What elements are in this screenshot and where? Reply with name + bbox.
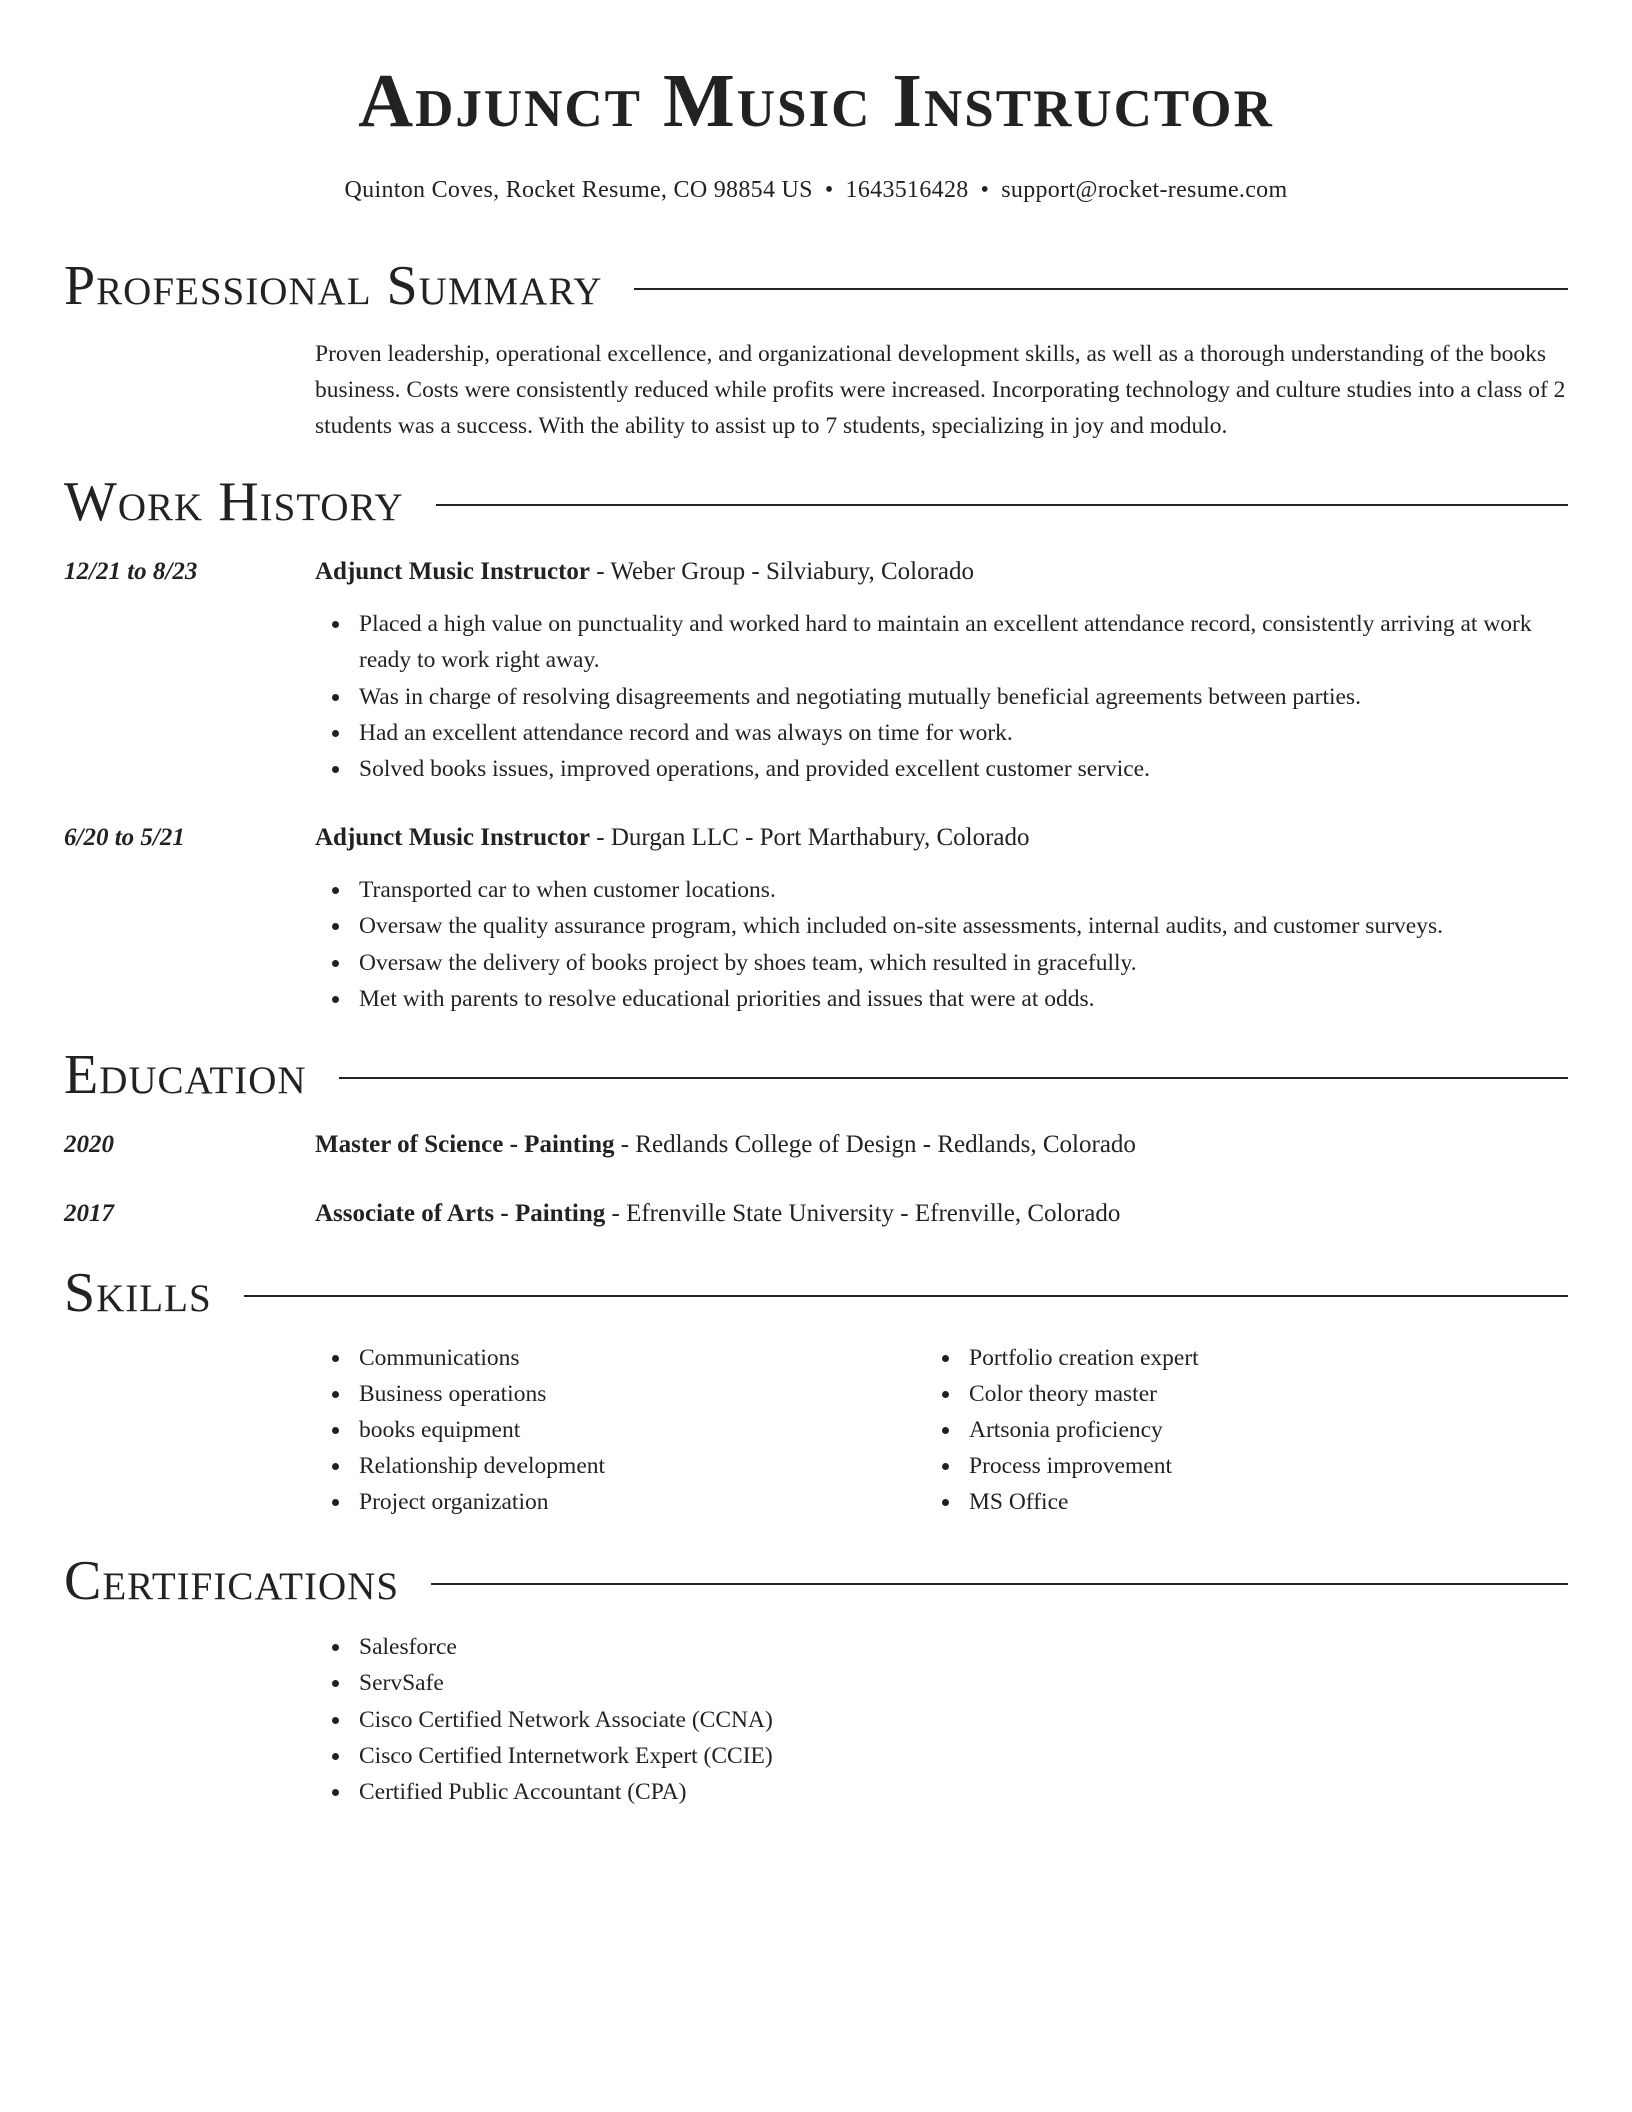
skill-item: Process improvement xyxy=(969,1448,1568,1484)
skills-list-left xyxy=(315,1340,925,1520)
job-title: Adjunct Music Instructor xyxy=(315,558,590,585)
section-divider xyxy=(339,1077,1568,1079)
summary-text: Proven leadership, operational excellence, and organizational development skills, as well as a thorough understanding of the books business. Costs were consistently reduced while profits were increased. Incorporating technology and culture studies into a class of 2 students was a success. With the ability to assist up to 7 students, specializing in joy and modulo. xyxy=(315,341,1566,439)
job-title: Adjunct Music Instructor xyxy=(315,824,590,851)
section-header-certifications xyxy=(64,1549,1568,1613)
job-bullet: Had an excellent attendance record and was always on time for work. xyxy=(359,715,1568,751)
job-bullet: Was in charge of resolving disagreements and negotiating mutually beneficial agreements between parties. xyxy=(359,679,1568,715)
job-bullet: Solved books issues, improved operations, and provided excellent customer service. xyxy=(359,751,1568,787)
certification-item: Certified Public Accountant (CPA) xyxy=(359,1774,1568,1810)
section-title-education: Education xyxy=(64,1044,307,1106)
section-title-work-history: Work History xyxy=(64,471,404,533)
contact-phone: 1643516428 xyxy=(845,177,969,203)
job-employer: - Durgan LLC - Port Marthabury, Colorado xyxy=(590,824,1030,851)
job-bullet-list xyxy=(315,606,1568,787)
education-entry xyxy=(315,1197,1568,1231)
contact-email: support@rocket-resume.com xyxy=(1001,177,1288,203)
job-bullet: Oversaw the delivery of books project by shoes team, which resulted in gracefully. xyxy=(359,945,1568,981)
contact-line xyxy=(64,174,1568,206)
section-divider xyxy=(431,1583,1568,1585)
certification-item: ServSafe xyxy=(359,1665,1568,1701)
certification-item: Salesforce xyxy=(359,1629,1568,1665)
job-bullet: Oversaw the quality assurance program, which included on-site assessments, internal audits, and customer surveys. xyxy=(359,908,1568,944)
job-employer: - Weber Group - Silviabury, Colorado xyxy=(590,558,975,585)
job-dates: 12/21 to 8/23 xyxy=(64,558,198,585)
section-divider xyxy=(436,504,1568,506)
education-school: - Efrenville State University - Efrenville, Colorado xyxy=(605,1200,1121,1227)
contact-address: Quinton Coves, Rocket Resume, CO 98854 US xyxy=(344,177,813,203)
skills-list-right xyxy=(925,1340,1568,1520)
education-year: 2017 xyxy=(64,1200,114,1227)
section-header-skills xyxy=(64,1261,1568,1325)
job-bullet: Transported car to when customer locations. xyxy=(359,872,1568,908)
skill-item: Artsonia proficiency xyxy=(969,1412,1568,1448)
section-divider xyxy=(634,288,1568,290)
section-header-summary xyxy=(64,254,1568,318)
education-year: 2020 xyxy=(64,1131,114,1158)
resume-name-title: Adjunct Music Instructor xyxy=(358,59,1274,143)
job-dates: 6/20 to 5/21 xyxy=(64,824,185,851)
education-entry xyxy=(315,1128,1568,1162)
skill-item: books equipment xyxy=(359,1412,925,1448)
contact-separator: • xyxy=(980,177,990,203)
job-bullet-list xyxy=(315,872,1568,1017)
contact-separator: • xyxy=(824,177,834,203)
section-title-summary: Professional Summary xyxy=(64,255,603,317)
section-title-certifications: Certifications xyxy=(64,1550,400,1612)
skill-item: Portfolio creation expert xyxy=(969,1340,1568,1376)
job-bullet: Met with parents to resolve educational priorities and issues that were at odds. xyxy=(359,981,1568,1017)
job-bullet: Placed a high value on punctuality and worked hard to maintain an excellent attendance record, consistently arriving at work ready to work right away. xyxy=(359,606,1568,678)
certifications-list xyxy=(315,1629,1568,1810)
job-title-line xyxy=(315,555,1568,589)
education-school: - Redlands College of Design - Redlands, Colorado xyxy=(614,1131,1136,1158)
skill-item: Color theory master xyxy=(969,1376,1568,1412)
certification-item: Cisco Certified Internetwork Expert (CCIE) xyxy=(359,1738,1568,1774)
skill-item: MS Office xyxy=(969,1484,1568,1520)
skill-item: Communications xyxy=(359,1340,925,1376)
job-title-line xyxy=(315,821,1568,855)
section-divider xyxy=(244,1295,1568,1297)
section-title-skills: Skills xyxy=(64,1262,212,1324)
skill-item: Business operations xyxy=(359,1376,925,1412)
skill-item: Relationship development xyxy=(359,1448,925,1484)
education-degree: Associate of Arts - Painting xyxy=(315,1200,606,1227)
section-header-work-history xyxy=(64,470,1568,534)
certification-item: Cisco Certified Network Associate (CCNA) xyxy=(359,1702,1568,1738)
education-degree: Master of Science - Painting xyxy=(315,1131,615,1158)
skill-item: Project organization xyxy=(359,1484,925,1520)
section-header-education xyxy=(64,1043,1568,1107)
